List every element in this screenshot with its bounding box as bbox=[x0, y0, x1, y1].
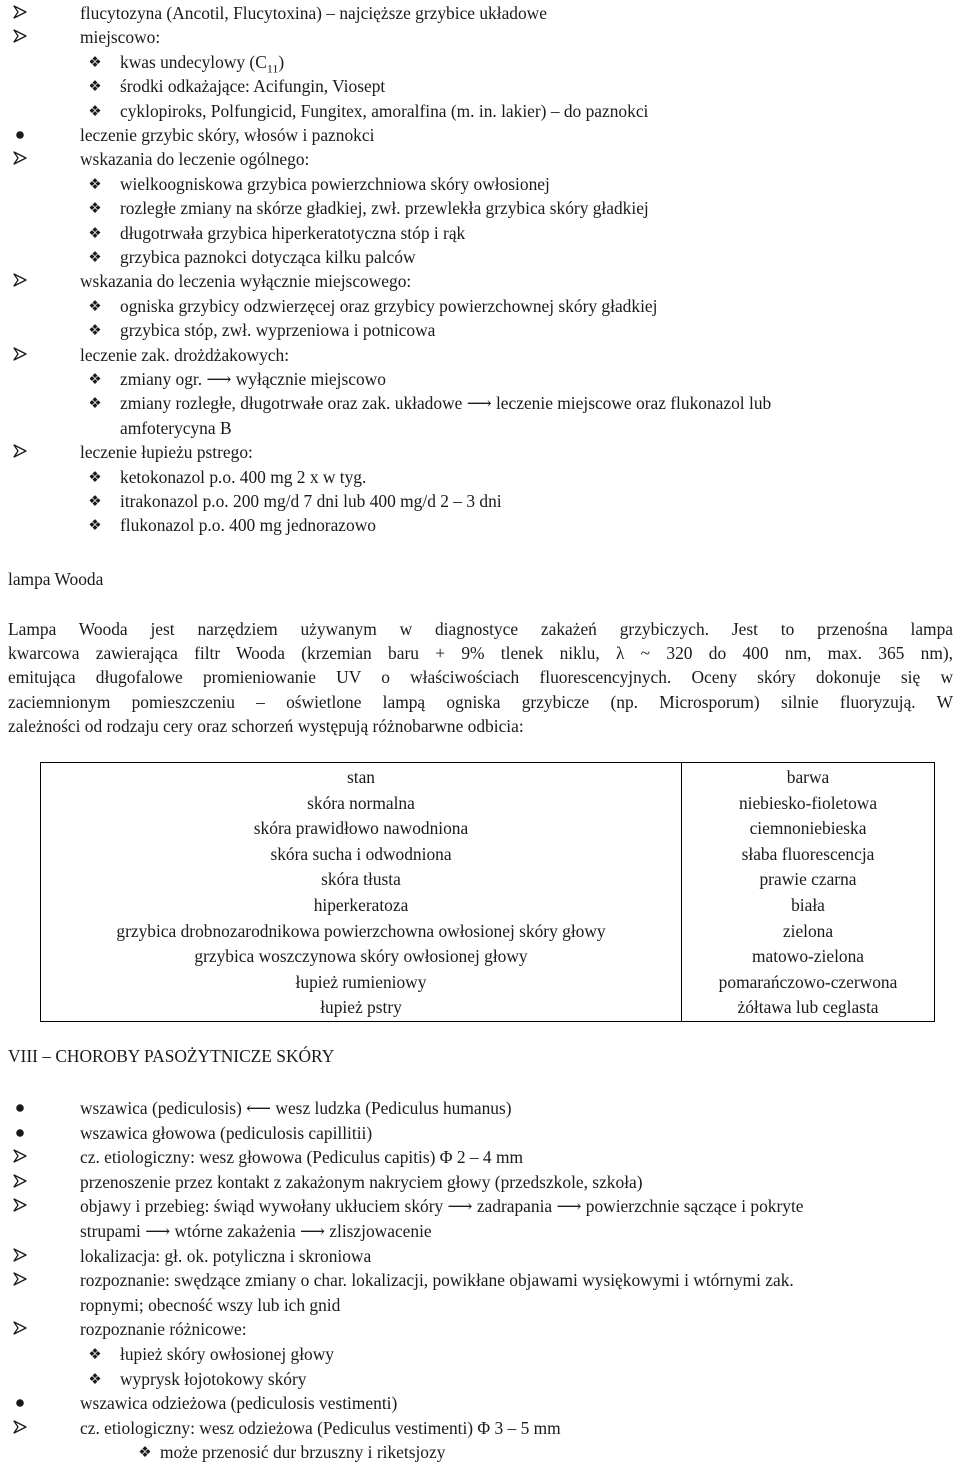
list-item-text: miejscowo: bbox=[80, 27, 161, 48]
list-item-text: łupież skóry owłosionej głowy bbox=[120, 1344, 334, 1364]
arrowhead-bullet-icon bbox=[10, 1246, 30, 1262]
list-item-text: długotrwała grzybica hiperkeratotyczna stóp i rąk bbox=[120, 222, 466, 243]
paragraph-line: Lampa Wooda jest narzędziem używanym w diagnostyce zakażeń grzybiczych. Jest to przenośna lampa bbox=[8, 619, 953, 639]
list-item-text: wielkoogniskowa grzybica powierzchniowa skóry owłosionej bbox=[120, 173, 550, 194]
list-item-text: wszawica głowowa (pediculosis capillitii) bbox=[80, 1122, 373, 1143]
table-row bbox=[41, 995, 935, 1021]
table-cell-color: zielona bbox=[782, 920, 834, 941]
diamond-bullet-icon: ❖ bbox=[88, 1369, 102, 1388]
list-item bbox=[120, 76, 385, 96]
arrowhead-bullet-icon bbox=[10, 27, 30, 43]
list-item-text: flucytozyna (Ancotil, Flucytoxina) – najcięższe grzybice układowe bbox=[80, 3, 547, 23]
list-item-text: zmiany rozległe, długotrwałe oraz zak. układowe ⟶ leczenie miejscowe oraz flukonazol lub bbox=[120, 393, 772, 414]
section-heading: VIII – CHOROBY PASOŻYTNICZE SKÓRY bbox=[8, 1046, 335, 1066]
diamond-bullet-icon: ❖ bbox=[88, 199, 102, 218]
list-item bbox=[120, 491, 502, 511]
paragraph-line: emitująca długofalowe promieniowanie UV o właściwościach fluorescencyjnych. Oceny skóry dokonuje się w bbox=[8, 667, 953, 688]
table-cell-color: matowo-zielona bbox=[751, 946, 865, 967]
arrowhead-bullet-icon bbox=[10, 1147, 30, 1163]
table-row bbox=[41, 842, 935, 868]
list-item bbox=[80, 149, 309, 169]
table-row bbox=[41, 816, 935, 842]
list-item bbox=[80, 1196, 804, 1216]
list-item bbox=[120, 174, 550, 194]
round-bullet-icon bbox=[10, 1098, 30, 1114]
table-row bbox=[41, 867, 935, 893]
table-cell-state: skóra tłusta bbox=[41, 867, 682, 893]
table-cell-state: skóra sucha i odwodniona bbox=[41, 842, 682, 868]
list-item-text: wskazania do leczenie ogólnego: bbox=[80, 149, 310, 170]
diamond-bullet-icon: ❖ bbox=[88, 321, 102, 340]
round-bullet-icon bbox=[10, 1393, 30, 1409]
list-item-text: wszawica (pediculosis) ⟵ wesz ludzka (Pediculus humanus) bbox=[80, 1098, 512, 1118]
table-cell-color: niebiesko-fioletowa bbox=[738, 792, 878, 813]
list-item-text: rozpoznanie: swędzące zmiany o char. lokalizacji, powikłane objawami wysiękowymi i wtórnymi zak. bbox=[80, 1270, 794, 1291]
table-row bbox=[41, 919, 935, 945]
diamond-bullet-icon: ❖ bbox=[88, 516, 102, 535]
table-header-row bbox=[41, 763, 935, 791]
arrowhead-bullet-icon bbox=[10, 442, 30, 458]
diamond-bullet-icon: ❖ bbox=[88, 370, 102, 388]
list-item bbox=[120, 198, 649, 218]
list-item-text: itrakonazol p.o. 200 mg/d 7 dni lub 400 mg/d 2 – 3 dni bbox=[120, 491, 502, 511]
diamond-bullet-icon: ❖ bbox=[88, 394, 102, 413]
list-item bbox=[120, 369, 386, 389]
list-item-text: grzybica paznokci dotycząca kilku palców bbox=[120, 247, 416, 267]
list-item bbox=[120, 393, 771, 413]
table-row bbox=[41, 970, 935, 996]
list-item bbox=[80, 1270, 794, 1290]
wood-lamp-heading: lampa Wooda bbox=[8, 569, 104, 589]
table-row bbox=[41, 893, 935, 919]
list-item bbox=[80, 1295, 340, 1315]
fluorescence-table bbox=[40, 762, 935, 1022]
diamond-bullet-icon: ❖ bbox=[88, 77, 102, 96]
table-cell-state: grzybica drobnozarodnikowa powierzchowna owłosionej skóry głowy bbox=[41, 919, 682, 945]
list-item bbox=[80, 345, 289, 365]
list-item bbox=[120, 247, 416, 267]
diamond-bullet-icon: ❖ bbox=[88, 1345, 102, 1363]
arrowhead-bullet-icon bbox=[10, 1270, 30, 1286]
list-item-text: strupami ⟶ wtórne zakażenia ⟶ zliszjowacenie bbox=[80, 1221, 432, 1241]
wood-lamp-paragraph bbox=[8, 617, 953, 738]
list-item bbox=[120, 467, 366, 487]
list-item bbox=[120, 296, 657, 316]
list-item bbox=[120, 320, 435, 340]
list-item bbox=[160, 1442, 445, 1462]
arrowhead-bullet-icon bbox=[10, 1319, 30, 1335]
paragraph-line: zaciemnionym pomieszczeniu – oświetlone lampą ogniska grzybicze (np. Microsporum) silnie fluoryzują. W bbox=[8, 691, 953, 712]
arrowhead-bullet-icon bbox=[10, 3, 30, 19]
diamond-bullet-icon: ❖ bbox=[88, 492, 102, 510]
list-item-text: wyprysk łojotokowy skóry bbox=[120, 1368, 307, 1389]
round-bullet-icon bbox=[10, 125, 30, 141]
diamond-bullet-icon: ❖ bbox=[88, 248, 102, 266]
table-row bbox=[41, 791, 935, 817]
diamond-bullet-icon: ❖ bbox=[88, 467, 102, 486]
column-header-state: stan bbox=[41, 763, 682, 791]
list-item-text: przenoszenie przez kontakt z zakażonym nakryciem głowy (przedszkole, szkoła) bbox=[80, 1171, 643, 1192]
table-cell-state: grzybica woszczynowa skóry owłosionej głowy bbox=[41, 944, 682, 970]
subscript-text: 11 bbox=[266, 61, 279, 76]
column-header-color: barwa bbox=[786, 767, 830, 787]
list-item-text: cyklopiroks, Polfungicid, Fungitex, amoralfina (m. in. lakier) – do paznokci bbox=[120, 100, 649, 121]
list-item-text: zmiany ogr. ⟶ wyłącznie miejscowo bbox=[120, 369, 386, 389]
diamond-bullet-icon: ❖ bbox=[88, 101, 102, 120]
list-item-text: środki odkażające: Acifungin, Viosept bbox=[120, 76, 386, 97]
list-item bbox=[80, 27, 160, 47]
list-item bbox=[120, 101, 648, 121]
list-item-text: ketokonazol p.o. 400 mg 2 x w tyg. bbox=[120, 466, 367, 487]
list-item-text: amfoterycyna B bbox=[120, 417, 232, 438]
list-item-text: cz. etiologiczny: wesz odzieżowa (Pediculus vestimenti) Φ 3 – 5 mm bbox=[80, 1417, 561, 1438]
table-cell-color: biała bbox=[791, 894, 825, 915]
list-item bbox=[80, 1123, 372, 1143]
table-cell-color: ciemnoniebieska bbox=[749, 818, 867, 839]
list-item bbox=[80, 1418, 561, 1438]
list-item bbox=[80, 1393, 397, 1413]
list-item bbox=[120, 1344, 334, 1364]
diamond-bullet-icon: ❖ bbox=[138, 1443, 152, 1462]
list-item-text-after: ) bbox=[278, 51, 285, 72]
list-item-text: wszawica odzieżowa (pediculosis vestimenti) bbox=[80, 1393, 398, 1414]
list-item bbox=[120, 515, 376, 535]
list-item bbox=[80, 442, 253, 462]
table-cell-state: skóra prawidłowo nawodniona bbox=[41, 816, 682, 842]
table-cell-state: skóra normalna bbox=[41, 791, 682, 817]
list-item bbox=[80, 1221, 432, 1241]
round-bullet-icon bbox=[10, 1123, 30, 1139]
list-item-text: lokalizacja: gł. ok. potyliczna i skroniowa bbox=[80, 1245, 372, 1266]
list-item bbox=[80, 125, 374, 145]
diamond-bullet-icon: ❖ bbox=[88, 174, 102, 193]
list-item-text: grzybica stóp, zwł. wyprzeniowa i potnicowa bbox=[120, 320, 436, 341]
list-item bbox=[120, 418, 232, 438]
list-item-text: kwas undecylowy (C bbox=[120, 51, 267, 72]
list-item bbox=[80, 1246, 371, 1266]
table-cell-color: prawie czarna bbox=[759, 869, 857, 890]
list-item-text: leczenie zak. drożdżakowych: bbox=[80, 344, 290, 365]
paragraph-line: zależności od rodzaju cery oraz schorzeń występują różnobarwne odbicia: bbox=[8, 715, 524, 736]
list-item-text: ogniska grzybicy odzwierzęcej oraz grzybicy powierzchownej skóry gładkiej bbox=[120, 295, 658, 316]
arrowhead-bullet-icon bbox=[10, 149, 30, 165]
list-item bbox=[120, 52, 284, 78]
list-item-text: rozległe zmiany na skórze gładkiej, zwł. przewlekła grzybica skóry gładkiej bbox=[120, 198, 649, 219]
list-item bbox=[80, 3, 547, 23]
list-item-text: flukonazol p.o. 400 mg jednorazowo bbox=[120, 515, 376, 536]
list-item-text: leczenie łupieżu pstrego: bbox=[80, 442, 253, 463]
list-item bbox=[80, 1172, 643, 1192]
table-cell-color: pomarańczowo-czerwona bbox=[718, 971, 898, 992]
list-item bbox=[120, 223, 465, 243]
table-cell-state: łupież pstry bbox=[41, 995, 682, 1021]
list-item-text: może przenosić dur brzuszny i riketsjozy bbox=[160, 1442, 446, 1463]
arrowhead-bullet-icon bbox=[10, 1172, 30, 1188]
list-item bbox=[80, 1147, 523, 1167]
list-item-text: rozpoznanie różnicowe: bbox=[80, 1319, 247, 1340]
list-item bbox=[80, 271, 411, 291]
list-item-text: ropnymi; obecność wszy lub ich gnid bbox=[80, 1294, 341, 1315]
table-cell-state: łupież rumieniowy bbox=[41, 970, 682, 996]
arrowhead-bullet-icon bbox=[10, 1418, 30, 1434]
arrowhead-bullet-icon bbox=[10, 345, 30, 361]
table-cell-color: żółtawa lub ceglasta bbox=[737, 997, 879, 1018]
list-item-text: objawy i przebieg: świąd wywołany ukłuciem skóry ⟶ zadrapania ⟶ powierzchnie sączące i pokryte bbox=[80, 1196, 804, 1217]
list-item bbox=[80, 1098, 512, 1118]
list-item bbox=[120, 1369, 306, 1389]
table-cell-color: słaba fluorescencja bbox=[741, 843, 875, 864]
diamond-bullet-icon: ❖ bbox=[88, 296, 102, 315]
table-row bbox=[41, 944, 935, 970]
list-item-text: leczenie grzybic skóry, włosów i paznokci bbox=[80, 125, 375, 145]
list-item-text: wskazania do leczenia wyłącznie miejscowego: bbox=[80, 271, 412, 292]
diamond-bullet-icon: ❖ bbox=[88, 223, 102, 242]
paragraph-line: kwarcowa zawierająca filtr Wooda (krzemian baru + 9% tlenek niklu, λ ~ 320 do 400 nm, max. 365 nm), bbox=[8, 643, 953, 664]
list-item bbox=[80, 1319, 247, 1339]
diamond-bullet-icon: ❖ bbox=[88, 52, 102, 71]
list-item-text: cz. etiologiczny: wesz głowowa (Pediculus capitis) Φ 2 – 4 mm bbox=[80, 1147, 524, 1168]
arrowhead-bullet-icon bbox=[10, 1196, 30, 1212]
table-cell-state: hiperkeratoza bbox=[41, 893, 682, 919]
arrowhead-bullet-icon bbox=[10, 271, 30, 287]
